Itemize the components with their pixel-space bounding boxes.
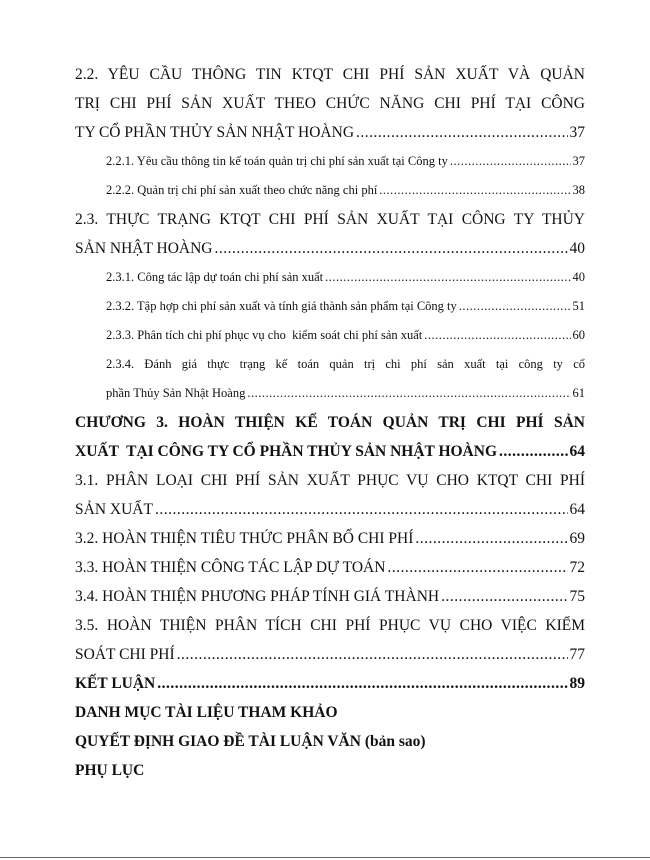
toc-page-number: 60: [572, 328, 585, 342]
toc-page-number: 51: [572, 299, 585, 313]
toc-entry-title: SOÁT CHI PHÍ: [75, 646, 175, 663]
toc-entry-2-2-1: [75, 147, 585, 176]
toc-leader-dots: [450, 147, 571, 176]
toc-entry-3-5-line2: [75, 640, 585, 669]
toc-entry-chapter-3-line1: CHƯƠNG 3. HOÀN THIỆN KẾ TOÁN QUẢN TRỊ CHI PHÍ SẢN: [75, 414, 585, 431]
toc-entry-title: 2.3.2. Tập hợp chi phí sản xuất và tính giá thành sản phẩm tại Công ty: [106, 299, 457, 313]
toc-page-number: 72: [569, 559, 585, 576]
toc-page-number: 37: [569, 124, 585, 141]
table-of-contents: [75, 60, 585, 785]
toc-entry-3-1-line1: 3.1. PHÂN LOẠI CHI PHÍ SẢN XUẤT PHỤC VỤ CHO KTQT CHI PHÍ: [75, 472, 585, 489]
toc-entry-2-3-4-line1: 2.3.4. Đánh giá thực trạng kế toán quản trị chi phí sản xuất tại công ty cổ: [106, 357, 585, 371]
toc-leader-dots: [424, 321, 570, 350]
toc-page-number: 37: [572, 154, 585, 168]
toc-page-number: 89: [569, 675, 585, 692]
toc-entry-title: phần Thủy Sản Nhật Hoàng: [106, 386, 246, 400]
toc-leader-dots: [155, 495, 568, 524]
toc-entry-2-3-line2: [75, 234, 585, 263]
toc-page-number: 69: [569, 530, 585, 547]
toc-entry-2-3-line1: 2.3. THỰC TRẠNG KTQT CHI PHÍ SẢN XUẤT TẠI CÔNG TY THỦY: [75, 211, 585, 228]
toc-page-number: 64: [569, 443, 585, 460]
toc-entry-3-5-line1: 3.5. HOÀN THIỆN PHÂN TÍCH CHI PHÍ PHỤC VỤ CHO VIỆC KIỂM: [75, 617, 585, 634]
toc-entry-decision: QUYẾT ĐỊNH GIAO ĐỀ TÀI LUẬN VĂN (bản sao): [75, 733, 426, 750]
toc-entry-title: 3.3. HOÀN THIỆN CÔNG TÁC LẬP DỰ TOÁN: [75, 559, 386, 576]
toc-entry-3-3: [75, 553, 585, 582]
toc-leader-dots: [247, 379, 570, 408]
toc-leader-dots: [157, 669, 567, 698]
toc-page-number: 61: [572, 386, 585, 400]
toc-leader-dots: [387, 553, 567, 582]
toc-entry-2-2-line2: TRỊ CHI PHÍ SẢN XUẤT THEO CHỨC NĂNG CHI PHÍ TẠI CÔNG: [75, 95, 585, 112]
toc-entry-3-2: [75, 524, 585, 553]
toc-entry-title: 2.3.3. Phân tích chi phí phục vụ cho kiểm soát chi phí sản xuất: [106, 328, 423, 342]
toc-page-number: 40: [572, 270, 585, 284]
toc-entry-title: XUẤT TẠI CÔNG TY CỔ PHẦN THỦY SẢN NHẬT HOÀNG: [75, 443, 498, 460]
toc-entry-2-3-3: [75, 321, 585, 350]
toc-leader-dots: [441, 582, 567, 611]
toc-entry-title: SẢN XUẤT: [75, 501, 153, 518]
toc-entry-3-4: [75, 582, 585, 611]
toc-entry-title: 3.4. HOÀN THIỆN PHƯƠNG PHÁP TÍNH GIÁ THÀNH: [75, 588, 440, 605]
toc-page-number: 77: [569, 646, 585, 663]
toc-entry-2-2-2: [75, 176, 585, 205]
toc-leader-dots: [459, 292, 571, 321]
toc-leader-dots: [215, 234, 568, 263]
page-bottom-edge: [0, 857, 650, 858]
toc-leader-dots: [325, 263, 570, 292]
toc-page-number: 40: [569, 240, 585, 257]
toc-entry-2-3-1: [75, 263, 585, 292]
toc-page-number: 64: [569, 501, 585, 518]
toc-leader-dots: [379, 176, 570, 205]
toc-leader-dots: [177, 640, 568, 669]
toc-entry-title: SẢN NHẬT HOÀNG: [75, 240, 213, 257]
toc-leader-dots: [499, 437, 567, 466]
toc-entry-title: 2.2.2. Quản trị chi phí sản xuất theo chức năng chi phí: [106, 183, 378, 197]
toc-entry-title: 2.3.1. Công tác lập dự toán chi phí sản xuất: [106, 270, 324, 284]
toc-entry-title: 3.2. HOÀN THIỆN TIÊU THỨC PHÂN BỔ CHI PHÍ: [75, 530, 414, 547]
toc-entry-3-1-line2: [75, 495, 585, 524]
toc-leader-dots: [415, 524, 567, 553]
toc-entry-references: DANH MỤC TÀI LIỆU THAM KHẢO: [75, 704, 338, 721]
toc-entry-chapter-3-line2: [75, 437, 585, 466]
toc-entry-title: 2.2.1. Yêu cầu thông tin kế toán quản trị chi phí sản xuất tại Công ty: [106, 154, 448, 168]
toc-page-number: 75: [569, 588, 585, 605]
toc-leader-dots: [356, 118, 567, 147]
toc-entry-2-2-line3: [75, 118, 585, 147]
toc-entry-title: KẾT LUẬN: [75, 675, 156, 692]
toc-entry-2-3-2: [75, 292, 585, 321]
toc-entry-appendix: PHỤ LỤC: [75, 762, 145, 779]
toc-entry-2-2-line1: 2.2. YÊU CẦU THÔNG TIN KTQT CHI PHÍ SẢN XUẤT VÀ QUẢN: [75, 66, 585, 83]
toc-entry-conclusion: [75, 669, 585, 698]
toc-entry-title: TY CỔ PHẦN THỦY SẢN NHẬT HOÀNG: [75, 124, 355, 141]
toc-page-number: 38: [572, 183, 585, 197]
toc-entry-2-3-4-line2: [75, 379, 585, 408]
